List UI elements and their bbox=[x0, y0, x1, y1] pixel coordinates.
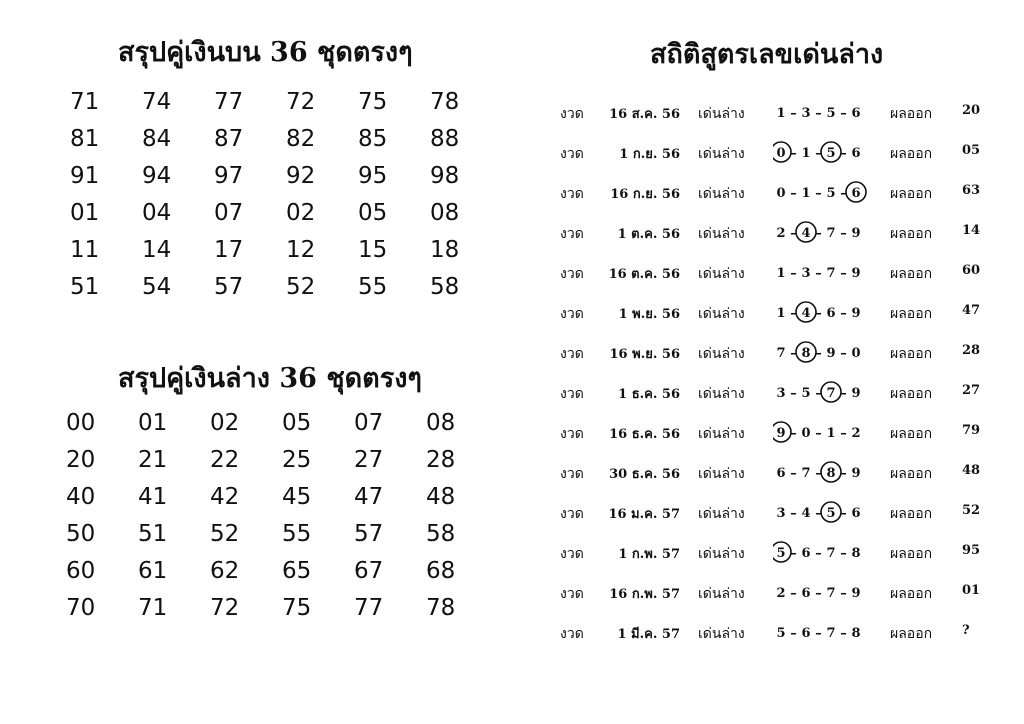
digit: 7 bbox=[826, 626, 836, 641]
pair-number: 55 bbox=[282, 521, 312, 547]
pair-number: 52 bbox=[286, 274, 316, 300]
dash-separator: – bbox=[790, 386, 797, 401]
draw-date: 1 มี.ค. 57 bbox=[617, 627, 680, 642]
pair-number: 15 bbox=[358, 237, 388, 263]
pair-number: 04 bbox=[142, 200, 172, 226]
kind-label: เด่นล่าง bbox=[698, 546, 745, 562]
dash-separator: – bbox=[815, 426, 822, 441]
digit: 6 bbox=[801, 586, 811, 601]
kind-label: เด่นล่าง bbox=[698, 226, 745, 242]
digit-sequence bbox=[773, 418, 873, 446]
draw-label: งวด bbox=[560, 506, 584, 522]
dash-separator: – bbox=[790, 626, 797, 641]
digit-sequence bbox=[773, 98, 873, 126]
dash-separator: – bbox=[840, 426, 847, 441]
dash-separator: – bbox=[840, 386, 847, 401]
draw-label: งวด bbox=[560, 266, 584, 282]
dash-separator: – bbox=[815, 466, 822, 481]
digit-sequence bbox=[773, 498, 873, 526]
digit: 9 bbox=[826, 346, 836, 361]
digit: 6 bbox=[801, 626, 811, 641]
pair-number: 55 bbox=[358, 274, 388, 300]
draw-label: งวด bbox=[560, 626, 584, 642]
dash-separator: – bbox=[815, 106, 822, 121]
digit-sequence bbox=[773, 338, 873, 366]
draw-label: งวด bbox=[560, 426, 584, 442]
dash-separator: – bbox=[815, 626, 822, 641]
pair-number: 42 bbox=[210, 484, 240, 510]
pair-number: 17 bbox=[214, 237, 244, 263]
pair-number: 60 bbox=[66, 558, 96, 584]
pair-number: 22 bbox=[210, 447, 240, 473]
digit: 7 bbox=[801, 466, 811, 481]
pair-number: 82 bbox=[286, 126, 316, 152]
digit: 5 bbox=[826, 146, 836, 161]
dash-separator: – bbox=[790, 266, 797, 281]
pair-number: 70 bbox=[66, 595, 96, 621]
digit-sequence bbox=[773, 298, 873, 326]
pair-number: 14 bbox=[142, 237, 172, 263]
pair-number: 85 bbox=[358, 126, 388, 152]
pair-number: 54 bbox=[142, 274, 172, 300]
kind-label: เด่นล่าง bbox=[698, 186, 745, 202]
result-label: ผลออก bbox=[890, 506, 933, 522]
digit: 9 bbox=[851, 226, 861, 241]
pair-number: 57 bbox=[214, 274, 244, 300]
dash-separator: – bbox=[790, 106, 797, 121]
result-value: 01 bbox=[962, 583, 981, 598]
pair-number: 12 bbox=[286, 237, 316, 263]
pair-number: 11 bbox=[70, 237, 100, 263]
digit: 5 bbox=[801, 386, 811, 401]
pair-number: 40 bbox=[66, 484, 96, 510]
draw-label: งวด bbox=[560, 186, 584, 202]
digit: 4 bbox=[801, 306, 811, 321]
pair-number: 25 bbox=[282, 447, 312, 473]
pair-number: 48 bbox=[426, 484, 456, 510]
pair-number: 97 bbox=[214, 163, 244, 189]
pair-number: 08 bbox=[430, 200, 460, 226]
digit: 9 bbox=[776, 426, 786, 441]
result-label: ผลออก bbox=[890, 386, 933, 402]
result-label: ผลออก bbox=[890, 306, 933, 322]
pair-number: 07 bbox=[214, 200, 244, 226]
pair-number: 58 bbox=[430, 274, 460, 300]
dash-separator: – bbox=[840, 506, 847, 521]
kind-label: เด่นล่าง bbox=[698, 306, 745, 322]
kind-label: เด่นล่าง bbox=[698, 506, 745, 522]
kind-label: เด่นล่าง bbox=[698, 586, 745, 602]
digit: 5 bbox=[776, 626, 786, 641]
digit-sequence bbox=[773, 618, 873, 646]
result-value: 20 bbox=[962, 103, 981, 118]
dash-separator: – bbox=[840, 546, 847, 561]
digit-sequence bbox=[773, 538, 873, 566]
digit: 1 bbox=[801, 186, 811, 201]
kind-label: เด่นล่าง bbox=[698, 626, 745, 642]
digit: 6 bbox=[801, 546, 811, 561]
draw-label: งวด bbox=[560, 586, 584, 602]
pair-number: 57 bbox=[354, 521, 384, 547]
digit: 8 bbox=[801, 346, 811, 361]
digit: 1 bbox=[776, 266, 786, 281]
result-value: 05 bbox=[962, 143, 981, 158]
pair-number: 72 bbox=[210, 595, 240, 621]
pair-number: 84 bbox=[142, 126, 172, 152]
pair-number: 05 bbox=[358, 200, 388, 226]
pair-number: 51 bbox=[138, 521, 168, 547]
dash-separator: – bbox=[840, 186, 847, 201]
draw-date: 1 ธ.ค. 56 bbox=[618, 387, 680, 402]
digit: 0 bbox=[801, 426, 811, 441]
dash-separator: – bbox=[815, 586, 822, 601]
dash-separator: – bbox=[815, 346, 822, 361]
stats-row bbox=[555, 575, 995, 615]
digit: 6 bbox=[851, 106, 861, 121]
draw-date: 16 ม.ค. 57 bbox=[608, 507, 680, 522]
draw-label: งวด bbox=[560, 466, 584, 482]
stats-row bbox=[555, 175, 995, 215]
pair-number: 81 bbox=[70, 126, 100, 152]
digit: 0 bbox=[776, 186, 786, 201]
result-label: ผลออก bbox=[890, 426, 933, 442]
stats-row bbox=[555, 535, 995, 575]
pair-number: 18 bbox=[430, 237, 460, 263]
digit: 4 bbox=[801, 226, 811, 241]
digit: 3 bbox=[776, 506, 786, 521]
stats-row bbox=[555, 135, 995, 175]
digit-sequence bbox=[773, 138, 873, 166]
pair-number: 77 bbox=[214, 89, 244, 115]
dash-separator: – bbox=[840, 626, 847, 641]
draw-label: งวด bbox=[560, 306, 584, 322]
kind-label: เด่นล่าง bbox=[698, 346, 745, 362]
pair-number: 05 bbox=[282, 410, 312, 436]
digit: 1 bbox=[826, 426, 836, 441]
digit-sequence bbox=[773, 378, 873, 406]
kind-label: เด่นล่าง bbox=[698, 466, 745, 482]
kind-label: เด่นล่าง bbox=[698, 386, 745, 402]
stats-row bbox=[555, 415, 995, 455]
digit: 9 bbox=[851, 466, 861, 481]
digit: 8 bbox=[851, 626, 861, 641]
lower-pairs-title: สรุปคู่เงินล่าง 36 ชุดตรงๆ bbox=[118, 363, 422, 394]
digit: 7 bbox=[776, 346, 786, 361]
draw-label: งวด bbox=[560, 346, 584, 362]
digit: 1 bbox=[776, 106, 786, 121]
pair-number: 50 bbox=[66, 521, 96, 547]
digit: 0 bbox=[776, 146, 786, 161]
kind-label: เด่นล่าง bbox=[698, 106, 745, 122]
digit: 6 bbox=[851, 146, 861, 161]
digit: 9 bbox=[851, 386, 861, 401]
kind-label: เด่นล่าง bbox=[698, 266, 745, 282]
result-label: ผลออก bbox=[890, 106, 933, 122]
pair-number: 41 bbox=[138, 484, 168, 510]
digit: 6 bbox=[776, 466, 786, 481]
pair-number: 75 bbox=[282, 595, 312, 621]
draw-date: 16 ธ.ค. 56 bbox=[609, 427, 680, 442]
pair-number: 88 bbox=[430, 126, 460, 152]
pair-number: 74 bbox=[142, 89, 172, 115]
dash-separator: – bbox=[840, 346, 847, 361]
dash-separator: – bbox=[840, 306, 847, 321]
pair-number: 45 bbox=[282, 484, 312, 510]
stats-row bbox=[555, 215, 995, 255]
pair-number: 01 bbox=[70, 200, 100, 226]
result-label: ผลออก bbox=[890, 346, 933, 362]
result-value: ? bbox=[962, 623, 970, 638]
pair-number: 47 bbox=[354, 484, 384, 510]
pair-number: 95 bbox=[358, 163, 388, 189]
result-label: ผลออก bbox=[890, 226, 933, 242]
digit: 7 bbox=[826, 546, 836, 561]
draw-date: 1 ก.พ. 57 bbox=[618, 547, 680, 562]
draw-date: 16 พ.ย. 56 bbox=[609, 347, 680, 362]
pair-number: 71 bbox=[70, 89, 100, 115]
pair-number: 00 bbox=[66, 410, 96, 436]
stats-row bbox=[555, 375, 995, 415]
digit-sequence bbox=[773, 458, 873, 486]
digit: 5 bbox=[776, 546, 786, 561]
digit: 8 bbox=[851, 546, 861, 561]
pair-number: 52 bbox=[210, 521, 240, 547]
dash-separator: – bbox=[840, 586, 847, 601]
pair-number: 08 bbox=[426, 410, 456, 436]
draw-date: 16 ส.ค. 56 bbox=[609, 107, 680, 122]
draw-date: 1 พ.ย. 56 bbox=[618, 307, 680, 322]
dash-separator: – bbox=[815, 506, 822, 521]
digit: 7 bbox=[826, 226, 836, 241]
pair-number: 72 bbox=[286, 89, 316, 115]
pair-number: 77 bbox=[354, 595, 384, 621]
dash-separator: – bbox=[815, 186, 822, 201]
draw-date: 30 ธ.ค. 56 bbox=[609, 467, 680, 482]
draw-label: งวด bbox=[560, 386, 584, 402]
dash-separator: – bbox=[815, 386, 822, 401]
digit: 5 bbox=[826, 186, 836, 201]
digit: 9 bbox=[851, 306, 861, 321]
digit: 8 bbox=[826, 466, 836, 481]
pair-number: 27 bbox=[354, 447, 384, 473]
dash-separator: – bbox=[790, 466, 797, 481]
result-value: 95 bbox=[962, 543, 981, 558]
pair-number: 61 bbox=[138, 558, 168, 584]
dash-separator: – bbox=[840, 106, 847, 121]
pair-number: 91 bbox=[70, 163, 100, 189]
pair-number: 02 bbox=[286, 200, 316, 226]
dash-separator: – bbox=[815, 226, 822, 241]
pair-number: 01 bbox=[138, 410, 168, 436]
digit: 4 bbox=[801, 506, 811, 521]
pair-number: 58 bbox=[426, 521, 456, 547]
dash-separator: – bbox=[790, 146, 797, 161]
dash-separator: – bbox=[840, 146, 847, 161]
dash-separator: – bbox=[815, 266, 822, 281]
digit: 7 bbox=[826, 266, 836, 281]
digit: 1 bbox=[801, 146, 811, 161]
result-value: 79 bbox=[962, 423, 981, 438]
result-label: ผลออก bbox=[890, 466, 933, 482]
digit: 6 bbox=[851, 186, 861, 201]
pair-number: 28 bbox=[426, 447, 456, 473]
stats-title: สถิติสูตรเลขเด่นล่าง bbox=[650, 39, 884, 70]
digit: 7 bbox=[826, 386, 836, 401]
pair-number: 62 bbox=[210, 558, 240, 584]
stats-row bbox=[555, 495, 995, 535]
pair-number: 87 bbox=[214, 126, 244, 152]
dash-separator: – bbox=[790, 506, 797, 521]
pair-number: 20 bbox=[66, 447, 96, 473]
result-value: 63 bbox=[962, 183, 981, 198]
pair-number: 78 bbox=[430, 89, 460, 115]
kind-label: เด่นล่าง bbox=[698, 146, 745, 162]
digit: 2 bbox=[851, 426, 861, 441]
draw-date: 1 ก.ย. 56 bbox=[619, 147, 680, 162]
digit-sequence bbox=[773, 578, 873, 606]
result-value: 14 bbox=[962, 223, 981, 238]
draw-date: 16 ก.พ. 57 bbox=[609, 587, 680, 602]
draw-date: 1 ต.ค. 56 bbox=[617, 227, 680, 242]
result-label: ผลออก bbox=[890, 186, 933, 202]
dash-separator: – bbox=[815, 146, 822, 161]
result-value: 60 bbox=[962, 263, 981, 278]
dash-separator: – bbox=[790, 546, 797, 561]
digit: 0 bbox=[851, 346, 861, 361]
pair-number: 98 bbox=[430, 163, 460, 189]
digit: 2 bbox=[776, 226, 786, 241]
digit: 3 bbox=[801, 266, 811, 281]
pair-number: 51 bbox=[70, 274, 100, 300]
digit: 7 bbox=[826, 586, 836, 601]
dash-separator: – bbox=[790, 186, 797, 201]
stats-row bbox=[555, 455, 995, 495]
pair-number: 92 bbox=[286, 163, 316, 189]
dash-separator: – bbox=[815, 546, 822, 561]
digit-sequence bbox=[773, 258, 873, 286]
kind-label: เด่นล่าง bbox=[698, 426, 745, 442]
digit: 3 bbox=[801, 106, 811, 121]
result-value: 48 bbox=[962, 463, 981, 478]
pair-number: 21 bbox=[138, 447, 168, 473]
pair-number: 78 bbox=[426, 595, 456, 621]
draw-date: 16 ต.ค. 56 bbox=[608, 267, 680, 282]
result-value: 47 bbox=[962, 303, 981, 318]
draw-label: งวด bbox=[560, 146, 584, 162]
result-label: ผลออก bbox=[890, 146, 933, 162]
stats-row bbox=[555, 95, 995, 135]
digit: 5 bbox=[826, 106, 836, 121]
draw-label: งวด bbox=[560, 106, 584, 122]
draw-label: งวด bbox=[560, 226, 584, 242]
dash-separator: – bbox=[790, 306, 797, 321]
draw-label: งวด bbox=[560, 546, 584, 562]
dash-separator: – bbox=[840, 466, 847, 481]
digit: 3 bbox=[776, 386, 786, 401]
pair-number: 71 bbox=[138, 595, 168, 621]
dash-separator: – bbox=[790, 586, 797, 601]
dash-separator: – bbox=[790, 346, 797, 361]
result-label: ผลออก bbox=[890, 626, 933, 642]
stats-row bbox=[555, 335, 995, 375]
pair-number: 68 bbox=[426, 558, 456, 584]
dash-separator: – bbox=[840, 266, 847, 281]
result-value: 27 bbox=[962, 383, 981, 398]
stats-row bbox=[555, 295, 995, 335]
digit: 9 bbox=[851, 586, 861, 601]
result-label: ผลออก bbox=[890, 586, 933, 602]
upper-pairs-grid bbox=[70, 84, 502, 306]
stats-row bbox=[555, 255, 995, 295]
digit: 6 bbox=[826, 306, 836, 321]
dash-separator: – bbox=[840, 226, 847, 241]
lower-pairs-grid bbox=[66, 405, 498, 627]
digit: 9 bbox=[851, 266, 861, 281]
dash-separator: – bbox=[815, 306, 822, 321]
pair-number: 02 bbox=[210, 410, 240, 436]
dash-separator: – bbox=[790, 226, 797, 241]
result-value: 52 bbox=[962, 503, 981, 518]
pair-number: 65 bbox=[282, 558, 312, 584]
pair-number: 94 bbox=[142, 163, 172, 189]
digit: 1 bbox=[776, 306, 786, 321]
digit-sequence bbox=[773, 218, 873, 246]
result-label: ผลออก bbox=[890, 266, 933, 282]
digit: 5 bbox=[826, 506, 836, 521]
result-label: ผลออก bbox=[890, 546, 933, 562]
pair-number: 67 bbox=[354, 558, 384, 584]
dash-separator: – bbox=[790, 426, 797, 441]
pair-number: 07 bbox=[354, 410, 384, 436]
digit: 6 bbox=[851, 506, 861, 521]
result-value: 28 bbox=[962, 343, 981, 358]
upper-pairs-title: สรุปคู่เงินบน 36 ชุดตรงๆ bbox=[118, 37, 413, 68]
stats-table bbox=[555, 95, 995, 655]
draw-date: 16 ก.ย. 56 bbox=[610, 187, 680, 202]
stats-row bbox=[555, 615, 995, 655]
digit: 2 bbox=[776, 586, 786, 601]
digit-sequence bbox=[773, 178, 873, 206]
pair-number: 75 bbox=[358, 89, 388, 115]
